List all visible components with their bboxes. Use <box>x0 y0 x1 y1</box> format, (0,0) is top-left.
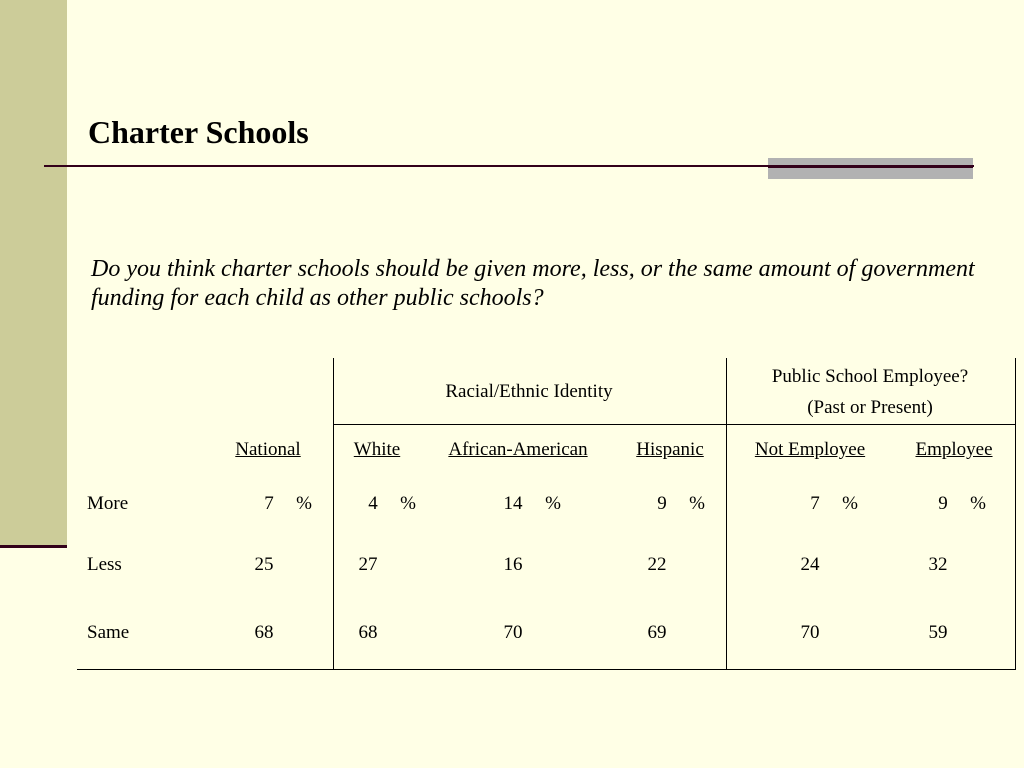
percent-sign: % <box>400 493 416 514</box>
table-cell: 4 <box>368 493 378 514</box>
table-cell: 32 <box>928 554 948 575</box>
table-edge-right <box>1015 358 1016 670</box>
table-cell: 9 <box>657 493 667 514</box>
group-header-racial: Racial/Ethnic Identity <box>445 381 613 402</box>
table-cell: 7 <box>264 493 274 514</box>
group-header-employee: Public School Employee? <box>771 366 969 387</box>
table-divider-right <box>726 358 727 670</box>
column-header: Employee <box>915 439 993 460</box>
percent-sign: % <box>545 493 561 514</box>
title-accent-bar <box>768 158 973 179</box>
table-cell: 70 <box>800 622 820 643</box>
table-divider-left <box>333 358 334 670</box>
percent-sign: % <box>689 493 705 514</box>
percent-sign: % <box>296 493 312 514</box>
table-bottom-rule <box>77 669 1016 670</box>
table-cell: 25 <box>254 554 274 575</box>
row-label: Less <box>87 554 122 575</box>
percent-sign: % <box>970 493 986 514</box>
table-cell: 70 <box>503 622 523 643</box>
group-header-rule <box>333 424 1016 425</box>
sidebar-rule <box>0 545 67 548</box>
column-header: National <box>235 439 301 460</box>
column-header: White <box>353 439 401 460</box>
slide-title: Charter Schools <box>88 114 309 150</box>
table-cell: 68 <box>254 622 274 643</box>
sidebar-band <box>0 0 67 545</box>
percent-sign: % <box>842 493 858 514</box>
table-cell: 14 <box>503 493 523 514</box>
column-header: African-American <box>448 439 588 460</box>
row-label: Same <box>87 622 130 643</box>
table-cell: 59 <box>928 622 948 643</box>
group-header-employee-sub: (Past or Present) <box>807 397 933 418</box>
survey-question: Do you think charter schools should be given more, less, or the same amount of government funding for each child as other public schools? <box>91 256 975 311</box>
table-cell: 7 <box>810 493 820 514</box>
table-cell: 68 <box>358 622 378 643</box>
table-cell: 27 <box>358 554 378 575</box>
table-cell: 24 <box>800 554 820 575</box>
table-cell: 69 <box>647 622 667 643</box>
results-table <box>77 358 1017 670</box>
table-cell: 16 <box>503 554 523 575</box>
column-header: Hispanic <box>636 439 704 460</box>
table-cell: 22 <box>647 554 667 575</box>
row-label: More <box>87 493 129 514</box>
table-cell: 9 <box>938 493 948 514</box>
column-header: Not Employee <box>754 439 866 460</box>
